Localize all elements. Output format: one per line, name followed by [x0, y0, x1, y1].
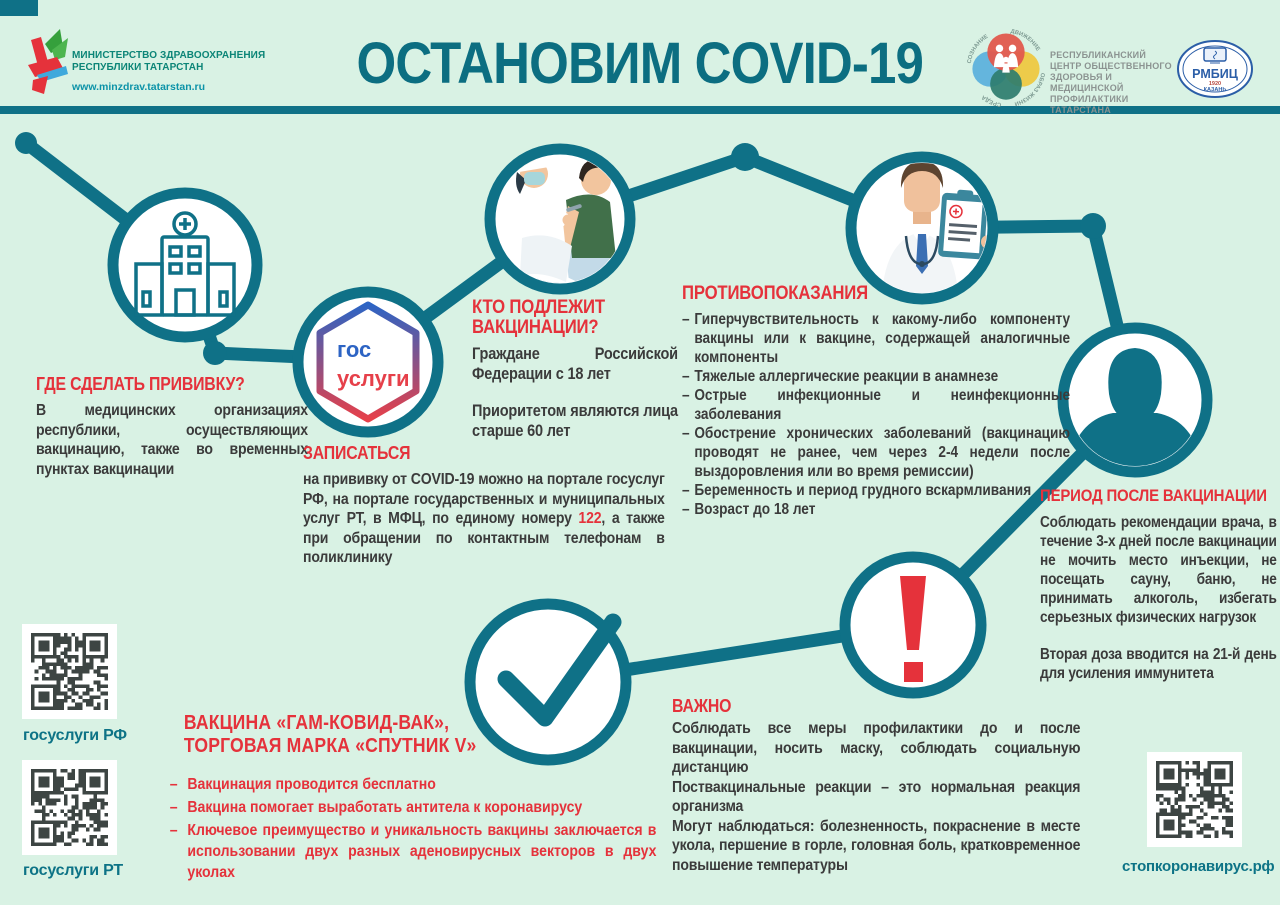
- qr-code-gosuslugi-rf: [22, 624, 117, 719]
- vaccine-item: – Вакцина помогает выработать антитела к коронавирусу: [168, 797, 656, 818]
- contraindication-item: – Тяжелые аллергические реакции в анамнезе: [682, 367, 1070, 386]
- signup-phone-number: 122: [578, 510, 602, 527]
- vaccine-heading: [184, 712, 657, 758]
- rcph-name-line: РЕСПУБЛИКАНСКИЙ: [1050, 50, 1147, 60]
- contraindication-item: – Обострение хронических заболеваний (вакцинацию проводят не ранее, чем через 2-4 недели после выздоровления или во время ремиссии): [682, 424, 1070, 481]
- rmbic-city: КАЗАНЬ: [1203, 87, 1227, 93]
- signup-heading: ЗАПИСАТЬСЯ: [303, 443, 411, 463]
- signup-body-before: на прививку от COVID-19 можно на портале госуслуг РФ, на портале государственных и муниципальных услуг РТ, в МФЦ, по единому номеру: [303, 471, 665, 527]
- section-vaccine: [168, 712, 656, 885]
- ministry-name-line1: МИНИСТЕРСТВО ЗДРАВООХРАНЕНИЯ: [72, 50, 266, 61]
- monitor-icon: [1204, 48, 1226, 63]
- qr-grid: [31, 769, 108, 846]
- contraindication-item: – Возраст до 18 лет: [682, 500, 1070, 519]
- rmbic-year: 1920: [1208, 81, 1222, 87]
- where-body: В медицинских организациях республики, осуществляющих вакцинацию, также во временных пунктах вакцинации: [36, 402, 308, 478]
- important-reactions: Поствакцинальные реакции – это нормальная реакция организма: [672, 778, 1081, 815]
- section-contraindications: [682, 284, 1070, 519]
- rcph-ring-word: СОЗНАНИЕ: [966, 33, 990, 64]
- qr-label-gosuslugi-rt: госуслуги РТ: [23, 862, 123, 879]
- qr-code-stopcoronavirus: [1147, 752, 1242, 847]
- who-heading: КТО ПОДЛЕЖИТ ВАКЦИНАЦИИ?: [472, 297, 605, 338]
- gosuslugi-logo-line2: услуги: [337, 366, 410, 391]
- qr-label-gosuslugi-rf: госуслуги РФ: [23, 727, 127, 744]
- rcph-name-line: ЦЕНТР ОБЩЕСТВЕННОГО: [1050, 61, 1172, 71]
- ministry-url: www.minzdrav.tatarstan.ru: [72, 81, 206, 93]
- after-recommendations: Соблюдать рекомендации врача, в течение 3-х дней после вакцинации не мочить место инъекции, не посещать сауну, баню, не принимать алкоголь, избегать серьезных физических нагрузок: [1040, 514, 1277, 626]
- section-where: [36, 374, 308, 479]
- qr-grid: [31, 633, 108, 710]
- signup-body-after: , а также при обращении по контактным телефонам в поликлинику: [303, 510, 665, 566]
- vaccine-item: – Ключевое преимущество и уникальность вакцины заключается в использовании двух разных аденовирусных векторов в двух уколах: [168, 820, 656, 883]
- ministry-logo: [24, 28, 68, 102]
- important-symptoms: Могут наблюдаться: болезненность, покраснение в месте укола, першение в горле, головная боль, кратковременное повышение температуры: [672, 817, 1081, 874]
- ministry-name-line2: РЕСПУБЛИКИ ТАТАРСТАН: [72, 61, 204, 73]
- rcph-name-line: ПРОФИЛАКТИКИ ТАТАРСТАНА: [1050, 94, 1129, 115]
- rcph-ring-word: ДВИЖЕНИЕ: [1010, 28, 1041, 53]
- after-second-dose: Вторая доза вводится на 21-й день для усиления иммунитета: [1040, 646, 1277, 682]
- signup-body: [303, 470, 665, 568]
- ministry-name: [72, 50, 265, 73]
- important-measures: Соблюдать все меры профилактики до и после вакцинации, носить маску, соблюдать социальную дистанцию: [672, 720, 1081, 776]
- important-heading: ВАЖНО: [672, 696, 732, 716]
- rcph-name: [1050, 50, 1180, 116]
- flow-node-dot: [203, 341, 227, 365]
- gosuslugi-logo-line1: гос: [337, 337, 372, 362]
- after-heading: ПЕРИОД ПОСЛЕ ВАКЦИНАЦИИ: [1040, 486, 1267, 505]
- who-citizens: Граждане Российской Федерации с 18 лет: [472, 345, 678, 383]
- flow-node-dot: [15, 132, 37, 154]
- rcph-name-line: ЗДОРОВЬЯ И МЕДИЦИНСКОЙ: [1050, 72, 1124, 93]
- vaccine-heading-line1: ВАКЦИНА «ГАМ-КОВИД-ВАК»,: [183, 712, 450, 734]
- qr-grid: [1156, 761, 1233, 838]
- page-title: ОСТАНОВИМ COVID-19: [356, 31, 924, 96]
- qr-code-gosuslugi-rt: [22, 760, 117, 855]
- contraindications-heading: ПРОТИВОПОКАЗАНИЯ: [682, 283, 868, 304]
- rmbic-logo: [1176, 40, 1254, 98]
- who-priority: Приоритетом являются лица старше 60 лет: [472, 402, 678, 440]
- vaccine-heading-line2: ТОРГОВАЯ МАРКА «СПУТНИК V»: [183, 735, 477, 757]
- contraindication-item: – Беременность и период грудного вскармливания: [682, 481, 1070, 500]
- section-important: [672, 696, 1080, 875]
- flow-node-dot: [1080, 213, 1106, 239]
- rmbic-label: РМБИЦ: [1192, 67, 1238, 81]
- flow-node-dot: [731, 143, 759, 171]
- section-who: [472, 298, 678, 441]
- vaccine-item: – Вакцинация проводится бесплатно: [168, 774, 656, 795]
- section-signup: [303, 443, 665, 568]
- where-heading: ГДЕ СДЕЛАТЬ ПРИВИВКУ?: [36, 374, 245, 394]
- qr-label-stopcoronavirus: стопкоронавирус.рф: [1122, 858, 1275, 875]
- rcph-ring-word: СРЕДА: [980, 93, 1002, 108]
- rcph-ring-word: ОБРАЗ ЖИЗНИ: [1013, 72, 1046, 107]
- rcph-logo: [964, 26, 1048, 110]
- contraindication-item: – Гиперчувствительность к какому-либо компоненту вакцины или к вакцине, содержащей аналогичные компоненты: [682, 310, 1070, 367]
- contraindication-item: – Острые инфекционные и неинфекционные заболевания: [682, 386, 1070, 424]
- section-after-vaccination: [1040, 486, 1277, 683]
